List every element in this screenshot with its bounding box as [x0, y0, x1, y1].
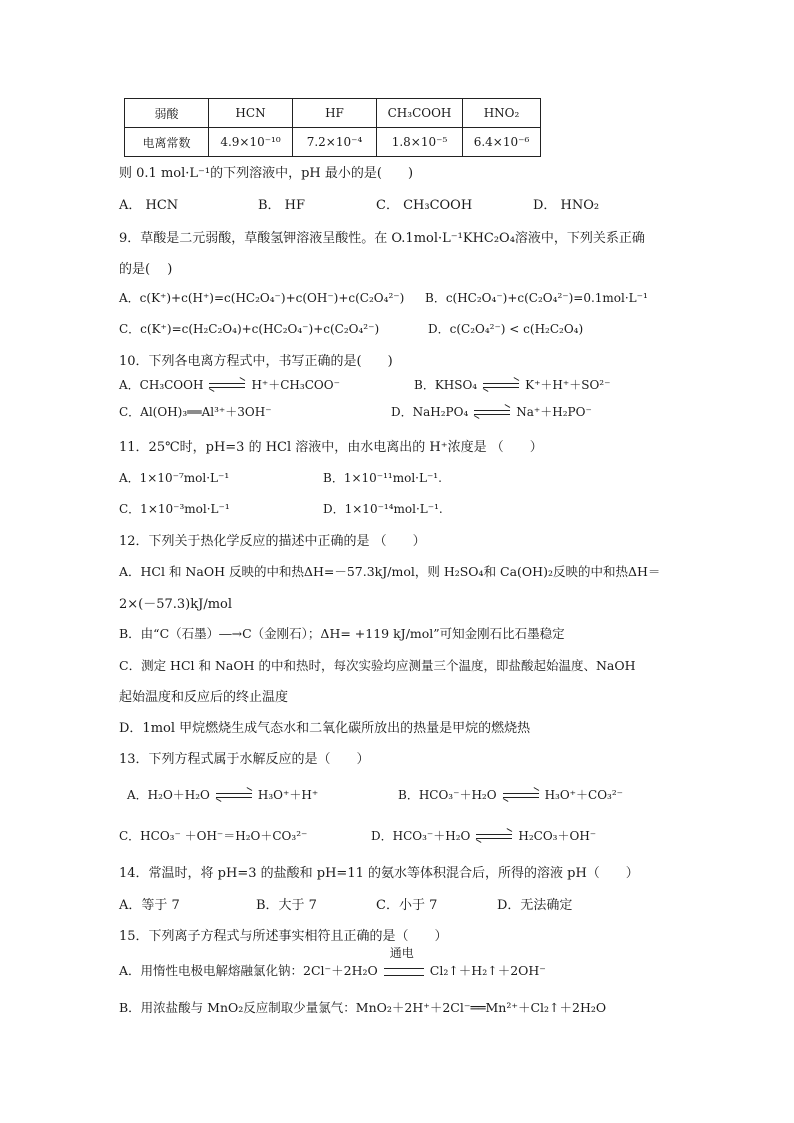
q13-option-a: [127, 789, 318, 801]
q10-b-right: K⁺＋H⁺＋SO²⁻: [525, 378, 611, 392]
equilibrium-arrow-icon: [476, 833, 512, 841]
q8-option-c: C． CH₃COOH: [376, 198, 473, 213]
table-cell: 6.4×10⁻⁶: [463, 128, 541, 157]
q13-b-right: H₃O⁺＋CO₃²⁻: [544, 788, 623, 802]
q13-b-left: B．HCO₃⁻＋H₂O: [398, 788, 497, 802]
question-8-stem: 则 0.1 mol·L⁻¹的下列溶液中，pH 最小的是( ): [119, 166, 414, 181]
q12-option-c-cont: 起始温度和反应后的终止温度: [119, 690, 289, 705]
q15-option-b: B．用浓盐酸与 MnO₂反应制取少量氯气：MnO₂＋2H⁺＋2Cl⁻══Mn²⁺＋Cl₂↑＋2H₂O: [119, 1000, 607, 1015]
q12-option-a: A．HCl 和 NaOH 反映的中和热ΔH=－57.3kJ/mol，则 H₂SO₄和 Ca(OH)₂反映的中和热ΔH＝: [119, 564, 661, 579]
table-cell: CH₃COOH: [377, 99, 463, 128]
q10-option-a: [119, 379, 340, 391]
table-cell: HCN: [209, 99, 293, 128]
question-11-stem: 11．25℃时，pH=3 的 HCl 溶液中，由水电离出的 H⁺浓度是 （ ）: [119, 440, 543, 455]
question-15-stem: 15．下列离子方程式与所述事实相符且正确的是（ ）: [119, 929, 448, 944]
q13-a-right: H₃O⁺＋H⁺: [257, 788, 319, 802]
q10-d-right: Na⁺＋H₂PO⁻: [516, 405, 592, 419]
q13-option-d: [371, 830, 596, 842]
q13-option-b: [398, 789, 623, 801]
table-cell: HNO₂: [463, 99, 541, 128]
double-line-icon: [384, 968, 424, 976]
q10-option-b: [414, 379, 610, 391]
table-row: [125, 128, 541, 157]
table-header-row: [125, 99, 541, 128]
equilibrium-arrow-icon: [483, 382, 519, 390]
equilibrium-arrow-icon: [503, 792, 539, 800]
q9-option-b: B．c(HC₂O₄⁻)+c(C₂O₄²⁻)=0.1mol·L⁻¹: [425, 291, 648, 305]
q9-option-d: D．c(C₂O₄²⁻) < c(H₂C₂O₄): [428, 322, 584, 336]
q12-option-d: D．1mol 甲烷燃烧生成气态水和二氧化碳所放出的热量是甲烷的燃烧热: [119, 721, 531, 736]
q15-a-left: A．用惰性电极电解熔融氯化钠：2Cl⁻＋2H₂O: [119, 963, 378, 978]
q11-option-d: D．1×10⁻¹⁴mol·L⁻¹.: [323, 502, 443, 516]
q11-option-b: B．1×10⁻¹¹mol·L⁻¹.: [323, 471, 442, 485]
q9-option-a: A．c(K⁺)+c(H⁺)=c(HC₂O₄⁻)+c(OH⁻)+c(C₂O₄²⁻): [119, 291, 405, 305]
q8-option-a: A． HCN: [119, 198, 179, 213]
table-cell: 4.9×10⁻¹⁰: [209, 128, 293, 157]
q8-option-b: B． HF: [258, 198, 306, 213]
question-9-stem: 9．草酸是二元弱酸，草酸氢钾溶液呈酸性。在 O.1mol·L⁻¹KHC₂O₄溶液中，下列关系正确: [119, 231, 645, 246]
q14-option-b: B．大于 7: [256, 898, 317, 913]
table-cell: 7.2×10⁻⁴: [293, 128, 377, 157]
q10-a-right: H⁺＋CH₃COO⁻: [251, 378, 340, 392]
question-9-stem-cont: 的是( ): [119, 262, 173, 277]
q11-option-c: C．1×10⁻³mol·L⁻¹: [119, 502, 230, 516]
q12-option-a-cont: 2×(－57.3)kJ/mol: [119, 597, 233, 612]
q13-d-right: H₂CO₃＋OH⁻: [518, 829, 597, 843]
electrolysis-arrow: [384, 946, 424, 978]
q14-option-d: D．无法确定: [497, 898, 573, 913]
q10-option-d: [391, 406, 592, 418]
q9-option-c: C．c(K⁺)=c(H₂C₂O₄)+c(HC₂O₄⁻)+c(C₂O₄²⁻): [119, 322, 380, 336]
q10-option-c: C．Al(OH)₃══Al³⁺＋3OH⁻: [119, 405, 272, 419]
q14-option-a: A．等于 7: [119, 898, 180, 913]
q10-b-left: B．KHSO₄: [414, 378, 478, 392]
q14-option-c: C．小于 7: [376, 898, 438, 913]
equilibrium-arrow-icon: [474, 409, 510, 417]
electrolysis-condition: 通电: [389, 946, 414, 961]
table-cell: 电离常数: [125, 128, 209, 157]
q8-option-d: D． HNO₂: [533, 198, 600, 213]
question-12-stem: 12．下列关于热化学反应的描述中正确的是 （ ）: [119, 534, 426, 549]
q15-a-right: Cl₂↑＋H₂↑＋2OH⁻: [429, 963, 546, 978]
question-13-stem: 13．下列方程式属于水解反应的是（ ）: [119, 752, 370, 767]
question-14-stem: 14．常温时，将 pH=3 的盐酸和 pH=11 的氨水等体积混合后，所得的溶液 pH（ ）: [119, 866, 639, 881]
q10-a-left: A．CH₃COOH: [119, 378, 204, 392]
q10-d-left: D．NaH₂PO₄: [391, 405, 469, 419]
q13-a-left: A．H₂O＋H₂O: [127, 788, 210, 802]
table-cell: 弱酸: [125, 99, 209, 128]
q13-d-left: D．HCO₃⁻＋H₂O: [371, 829, 471, 843]
table-cell: 1.8×10⁻⁵: [377, 128, 463, 157]
q12-option-b: B．由“C（石墨）―→C（金刚石）；ΔH= +119 kJ/mol”可知金刚石比石墨稳定: [119, 626, 565, 641]
ionization-constant-table: [124, 98, 541, 157]
equilibrium-arrow-icon: [209, 382, 245, 390]
table-cell: HF: [293, 99, 377, 128]
q13-option-c: C．HCO₃⁻ ＋OH⁻＝H₂O＋CO₃²⁻: [119, 829, 308, 843]
q12-option-c: C．测定 HCl 和 NaOH 的中和热时，每次实验均应测量三个温度，即盐酸起始温度、NaOH: [119, 658, 636, 673]
q15-option-a: [119, 946, 546, 978]
q11-option-a: A．1×10⁻⁷mol·L⁻¹: [119, 471, 230, 485]
equilibrium-arrow-icon: [216, 792, 252, 800]
question-10-stem: 10．下列各电离方程式中，书写正确的是( ): [119, 354, 393, 369]
